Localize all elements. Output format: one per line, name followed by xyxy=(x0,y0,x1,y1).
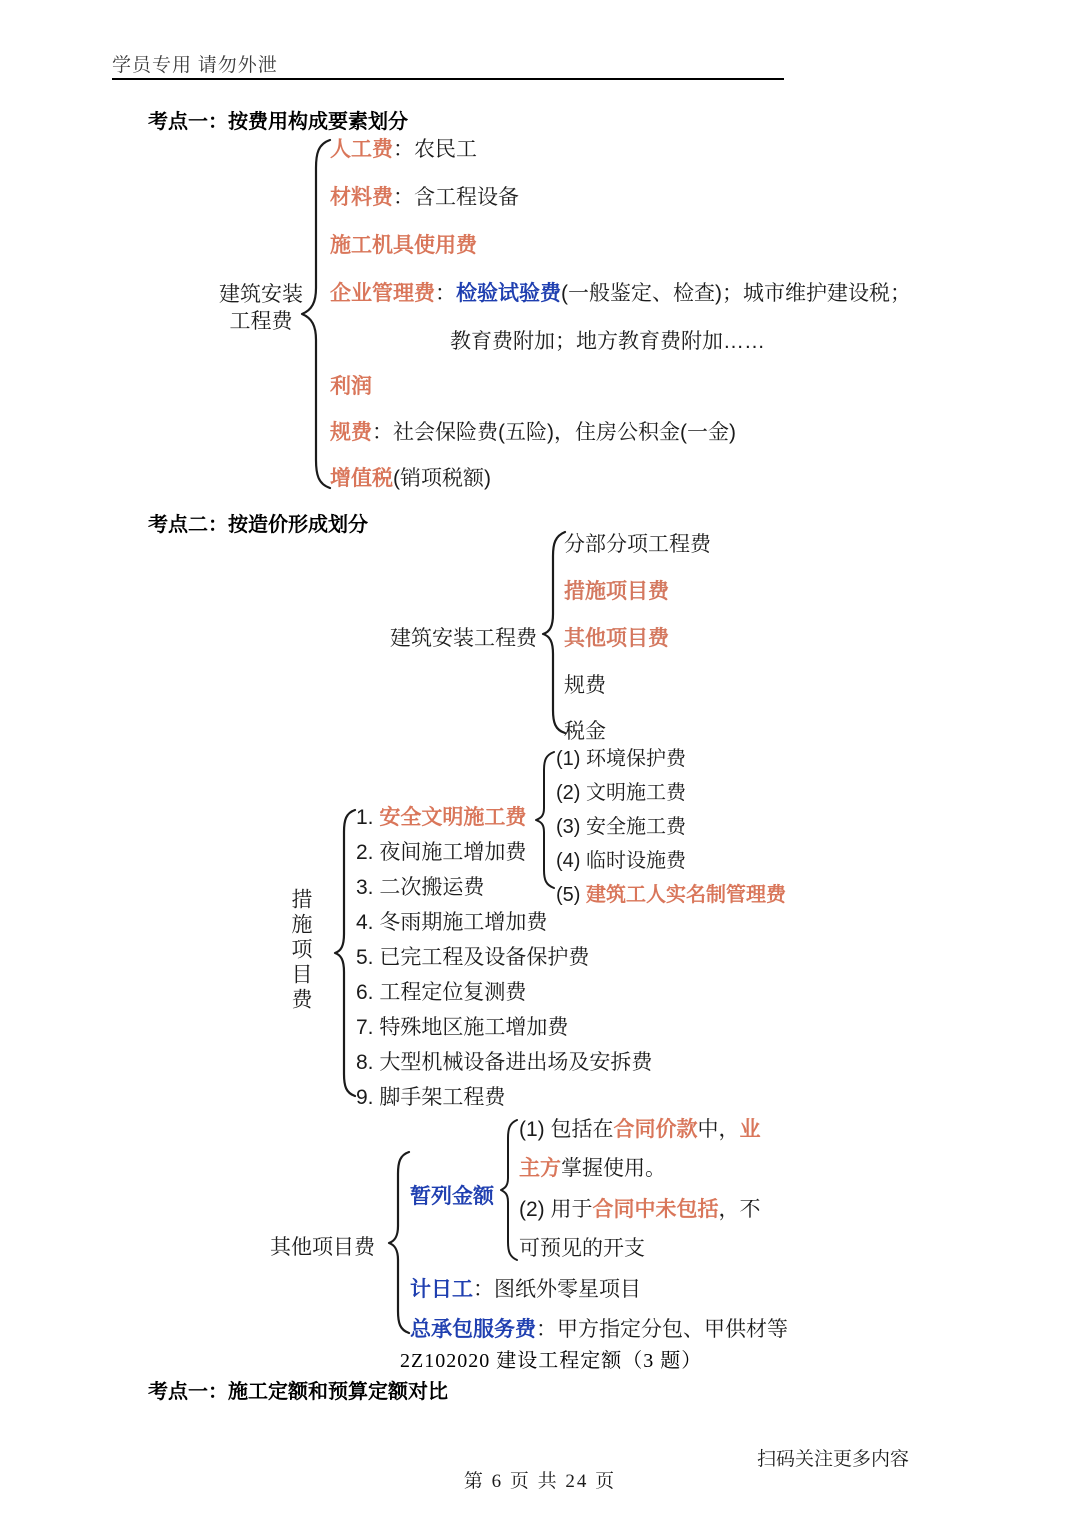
diagram1-item-3-detail: (一般鉴定、检查)；城市维护建设税； xyxy=(561,282,911,305)
diagram3-subitem-4-text: 建筑工人实名制管理费 xyxy=(586,884,787,906)
diagram1-item-1-detail: 含工程设备 xyxy=(414,186,519,209)
diagram3-item-3-text: 冬雨期施工增加费 xyxy=(379,911,548,934)
diagram2-item-4: 税金 xyxy=(564,720,606,743)
diagram4-zanlie-line3-c: ，不 xyxy=(718,1198,761,1221)
diagram3-item-5-num: 6. xyxy=(356,981,374,1004)
diagram4-root-label: 其他项目费 xyxy=(270,1236,375,1259)
diagram3-subitem-1-num: (2) xyxy=(556,782,581,804)
diagram2-item-1: 措施项目费 xyxy=(564,580,669,603)
diagram4-branch-1-detail: 图纸外零星项目 xyxy=(494,1278,641,1301)
diagram2-item-3: 规费 xyxy=(564,674,606,697)
diagram3-item-7-text: 大型机械设备进出场及安拆费 xyxy=(379,1051,653,1074)
diagram3-item-0-num: 1. xyxy=(356,806,374,829)
diagram1-item-0-sep: ： xyxy=(393,138,414,161)
diagram3-subitem-0-num: (1) xyxy=(556,748,581,770)
diagram1-item-5 xyxy=(330,375,372,398)
diagram1-item-4 xyxy=(450,330,765,353)
diagram1-item-4-detail: 教育费附加；地方教育费附加…… xyxy=(450,330,765,353)
diagram3-item-1-num: 2. xyxy=(356,841,374,864)
heading-kaodian-2: 考点二：按造价形成划分 xyxy=(148,514,368,536)
diagram4-zanlie-line1-num: (1) xyxy=(519,1118,545,1141)
diagram3-item-5-text: 工程定位复测费 xyxy=(379,981,527,1004)
diagram1-item-0-detail: 农民工 xyxy=(414,138,477,161)
diagram1-item-7-label: 增值税 xyxy=(330,467,393,490)
diagram4-zanlie-line1-c: 中， xyxy=(697,1118,740,1141)
diagram3-subitem-4-num: (5) xyxy=(556,884,581,906)
diagram4-branch-2-label: 总承包服务费 xyxy=(410,1318,536,1341)
diagram3-root-label: 措施项目费 xyxy=(289,888,312,1013)
diagram4-zanlie-line3-num: (2) xyxy=(519,1198,545,1221)
diagram3-item-4 xyxy=(356,946,589,969)
diagram4-zanlie-line3-b: 合同中未包括 xyxy=(592,1198,719,1221)
diagram3-subitem-2-text: 安全施工费 xyxy=(586,816,687,838)
diagram1-item-3 xyxy=(330,282,911,305)
diagram1-item-0 xyxy=(330,138,477,161)
diagram3-item-0 xyxy=(356,806,526,829)
diagram3-item-6-text: 特殊地区施工增加费 xyxy=(379,1016,569,1039)
diagram1-item-7-detail: (销项税额) xyxy=(393,467,491,490)
diagram4-zanlie-line4-a: 可预见的开支 xyxy=(519,1237,645,1260)
diagram3-item-7 xyxy=(356,1051,652,1074)
diagram1-item-3-label: 企业管理费 xyxy=(330,282,435,305)
diagram1-item-2-label: 施工机具使用费 xyxy=(330,234,477,257)
diagram1-item-2 xyxy=(330,234,477,257)
diagram3-item-5 xyxy=(356,981,526,1004)
diagram3-subitem-3-text: 临时设施费 xyxy=(586,850,687,872)
diagram4-zanlie-line2 xyxy=(519,1157,666,1180)
diagram4-zanlie-brace xyxy=(499,1118,521,1263)
diagram4-branch-1-label: 计日工 xyxy=(410,1278,473,1301)
diagram3-subitem-3 xyxy=(556,850,686,872)
diagram1-item-1-sep: ： xyxy=(393,186,414,209)
diagram1-item-7 xyxy=(330,467,491,490)
page-watermark: 学员专用 请勿外泄 xyxy=(112,55,278,76)
footer-page-number: 第 6 页 共 24 页 xyxy=(463,1471,617,1492)
diagram4-zanlie-line3 xyxy=(519,1198,761,1221)
diagram4-zanlie-line2-a: 主方 xyxy=(519,1157,561,1180)
diagram4-zanlie-line1-a: 包括在 xyxy=(550,1118,614,1141)
diagram1-root-line1: 建筑安装 xyxy=(219,283,303,306)
diagram3-item-2 xyxy=(356,876,484,899)
diagram4-zanlie-line4 xyxy=(519,1237,645,1260)
diagram4-zanlie-line3-a: 用于 xyxy=(550,1198,593,1221)
diagram3-item-3-num: 4. xyxy=(356,911,374,934)
diagram3-subitem-2-num: (3) xyxy=(556,816,581,838)
diagram1-item-3-detail-blue: 检验试验费 xyxy=(456,282,561,305)
diagram3-subitem-1 xyxy=(556,782,686,804)
diagram3-item-7-num: 8. xyxy=(356,1051,374,1074)
diagram3-sub-brace xyxy=(534,750,558,890)
diagram1-item-6-detail: 社会保险费(五险)，住房公积金(一金) xyxy=(393,421,736,444)
diagram1-brace xyxy=(300,138,334,490)
diagram3-item-0-text: 安全文明施工费 xyxy=(379,806,527,829)
diagram1-item-0-label: 人工费 xyxy=(330,138,393,161)
diagram3-subitem-4 xyxy=(556,884,786,906)
heading-kaodian-1: 考点一：按费用构成要素划分 xyxy=(148,111,408,133)
diagram3-item-4-text: 已完工程及设备保护费 xyxy=(379,946,590,969)
diagram4-branch-1 xyxy=(410,1278,641,1301)
diagram3-item-1 xyxy=(356,841,526,864)
diagram1-item-6-sep: ： xyxy=(372,421,393,444)
diagram3-item-8-text: 脚手架工程费 xyxy=(379,1086,506,1109)
diagram4-branch-1-sep: ： xyxy=(473,1278,494,1301)
diagram4-branch-0-label: 暂列金额 xyxy=(410,1185,494,1208)
diagram3-subitem-1-text: 文明施工费 xyxy=(586,782,687,804)
footer-qr-note: 扫码关注更多内容 xyxy=(757,1449,910,1470)
diagram2-item-0: 分部分项工程费 xyxy=(564,533,711,556)
diagram4-branch-2 xyxy=(410,1318,788,1341)
diagram1-item-1-label: 材料费 xyxy=(330,186,393,209)
diagram1-item-6 xyxy=(330,421,736,444)
diagram3-item-2-num: 3. xyxy=(356,876,374,899)
diagram3-item-3 xyxy=(356,911,547,934)
diagram3-item-4-num: 5. xyxy=(356,946,374,969)
diagram1-root-line2: 工程费 xyxy=(229,309,293,333)
diagram4-zanlie-line1 xyxy=(519,1118,761,1141)
diagram3-subitem-0 xyxy=(556,748,686,770)
diagram3-item-2-text: 二次搬运费 xyxy=(379,876,485,899)
diagram3-item-1-text: 夜间施工增加费 xyxy=(379,841,527,864)
diagram3-item-6 xyxy=(356,1016,568,1039)
diagram1-item-3-sep: ： xyxy=(435,282,456,305)
diagram3-item-6-num: 7. xyxy=(356,1016,374,1039)
diagram4-branch-2-sep: ： xyxy=(536,1318,557,1341)
diagram4-branch-2-detail: 甲方指定分包、甲供材等 xyxy=(557,1318,788,1341)
header-divider xyxy=(112,78,784,80)
diagram1-item-1 xyxy=(330,186,519,209)
diagram2-item-2: 其他项目费 xyxy=(564,627,669,650)
diagram1-item-5-label: 利润 xyxy=(330,375,372,398)
diagram3-subitem-0-text: 环境保护费 xyxy=(586,748,687,770)
diagram4-zanlie-line1-b: 合同价款 xyxy=(613,1118,698,1141)
diagram3-subitem-2 xyxy=(556,816,686,838)
diagram2-root-label: 建筑安装工程费 xyxy=(390,627,537,650)
diagram4-zanlie-line1-d: 业 xyxy=(739,1118,761,1141)
heading-kaodian-3: 考点一：施工定额和预算定额对比 xyxy=(148,1381,448,1403)
diagram3-item-8-num: 9. xyxy=(356,1086,374,1109)
diagram3-subitem-3-num: (4) xyxy=(556,850,581,872)
diagram4-zanlie-line2-b: 掌握使用。 xyxy=(561,1157,666,1180)
diagram1-item-6-label: 规费 xyxy=(330,421,372,444)
diagram4-brace xyxy=(387,1150,413,1335)
chapter-title: 2Z102020 建设工程定额（3 题） xyxy=(400,1350,703,1372)
diagram3-item-8 xyxy=(356,1086,505,1109)
